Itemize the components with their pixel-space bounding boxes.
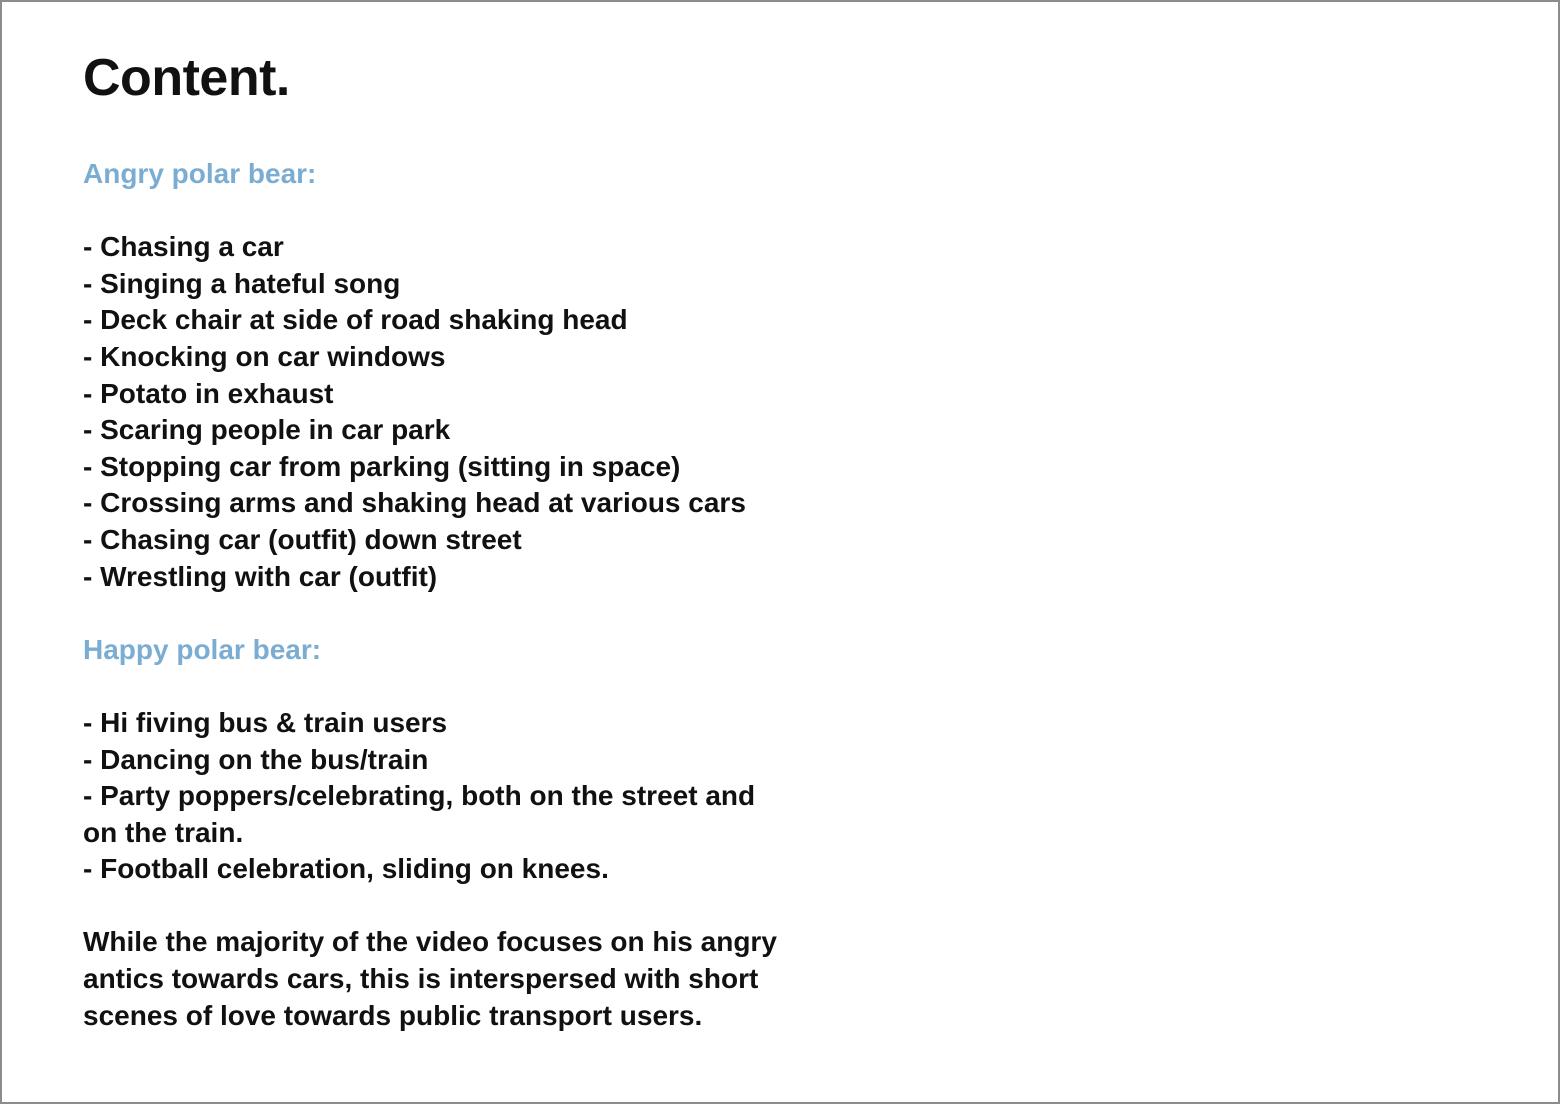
document-content	[83, 42, 843, 1034]
list-item: - Chasing a car	[83, 231, 284, 263]
list-item: - Wrestling with car (outfit)	[83, 560, 438, 592]
list-item: - Football celebration, sliding on knees.	[83, 853, 609, 885]
summary-line: scenes of love towards public transport users.	[83, 999, 703, 1031]
spacer	[83, 114, 843, 156]
list-item: - Potato in exhaust	[83, 377, 334, 409]
spacer	[83, 668, 843, 705]
angry-items-list	[83, 229, 843, 595]
list-item: - Singing a hateful song	[83, 267, 401, 299]
list-item: - Chasing car (outfit) down street	[83, 523, 522, 555]
list-item: - Scaring people in car park	[83, 414, 451, 446]
happy-items-list	[83, 705, 843, 888]
spacer	[83, 595, 843, 632]
list-item: - Dancing on the bus/train	[83, 743, 429, 775]
list-item: on the train.	[83, 816, 244, 848]
spacer	[83, 888, 843, 925]
spacer	[83, 193, 843, 230]
list-item: - Party poppers/celebrating, both on the street and	[83, 780, 756, 812]
page-title: Content.	[83, 49, 290, 107]
list-item: - Stopping car from parking (sitting in space)	[83, 450, 681, 482]
list-item: - Crossing arms and shaking head at various cars	[83, 487, 746, 519]
summary-paragraph	[83, 924, 843, 1034]
summary-line: antics towards cars, this is interspersed with short	[83, 963, 759, 995]
list-item: - Deck chair at side of road shaking head	[83, 304, 628, 336]
summary-line: While the majority of the video focuses on his angry	[83, 926, 777, 958]
list-item: - Hi fiving bus & train users	[83, 706, 448, 738]
list-item: - Knocking on car windows	[83, 340, 446, 372]
angry-section-heading: Angry polar bear:	[83, 158, 317, 189]
happy-section-heading: Happy polar bear:	[83, 633, 322, 665]
